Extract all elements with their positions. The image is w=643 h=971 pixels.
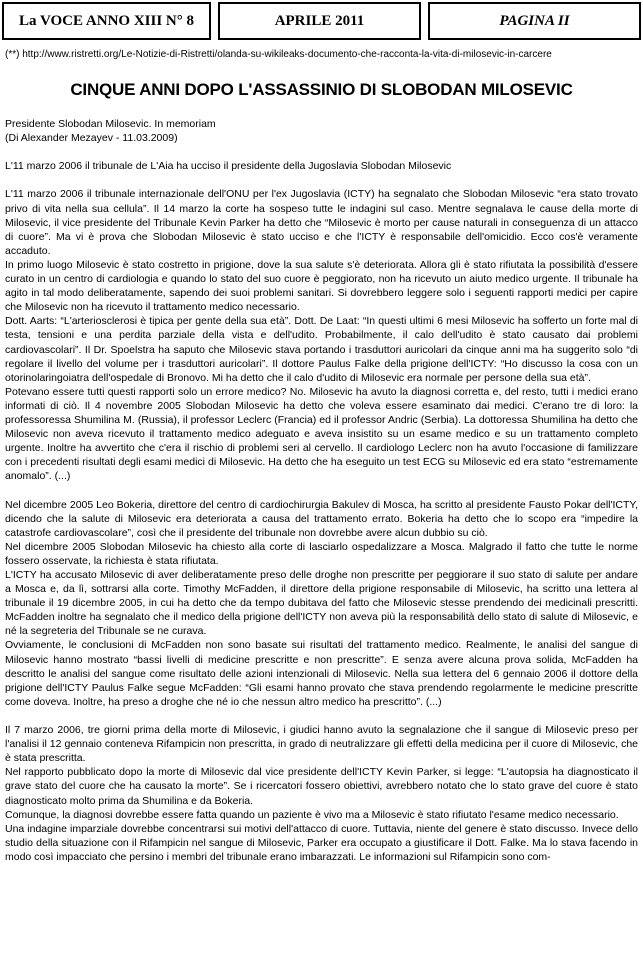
page-label: PAGINA II (499, 12, 570, 29)
article-title: CINQUE ANNI DOPO L'ASSASSINIO DI SLOBODAN MILOSEVIC (70, 80, 573, 99)
paragraph: L'11 marzo 2006 il tribunale de L'Aia ha ucciso il presidente della Jugoslavia Slobodan Milosevic (5, 160, 452, 173)
paragraph: Dott. Aarts: “L'arteriosclerosi è tipica per gente della sua età”. Dott. De Laat: “In questi ultimi 6 mesi Milosevic ha sofferto un forte mal di testa, tensioni e una perdita parziale della vista e dell'udito. Probabilmente, il calo dell'udito è stato causato dai problemi cardiovascolari”. Il Dr. Spoelstra ha saputo che Milosevic stava portando i trasduttori auricolari da cinque anni ma ha suggerito solo “di regolare il livello del volume per i trasduttori auricolari”. Il dottore Paulus Falke della prigione dell'ICTY: “Ho discusso la cosa con un otorinolaringoiatra dell'ospedale di Bronovo. Mi ha detto che il calo d'udito di Milosevic era normale per persone della sua età”. (5, 315, 638, 384)
date-label: APRILE 2011 (274, 12, 365, 29)
paragraph: Il 7 marzo 2006, tre giorni prima della morte di Milosevic, i giudici hanno avuto la segnalazione che il sangue di Milosevic preso per l'analisi il 12 gennaio conteneva Rifampicin non prescritta, in grado di neutralizzare gli effetti della medicina per il cuore di Milosevic, che è stata prescritta. (5, 724, 638, 765)
paragraph: Una indagine imparziale dovrebbe concentrarsi sui motivi dell'attacco di cuore. Tuttavia, niente del genere è stato discusso. Invece dello studio della situazione con il Rifampicin nel sangue di Milosevic, Parker era occupato a giustificare il Dott. Falke. Ma lo stava facendo in modo così impacciato che persino i membri del tribunale erano imbarazzati. Le informazioni sul Rifampicin sono com- (5, 822, 638, 863)
paragraph: Nel dicembre 2005 Slobodan Milosevic ha chiesto alla corte di lasciarlo ospedalizzare a Mosca. Malgrado il fatto che tutte le norme fossero osservate, la richiesta è stata rifiutata. (5, 540, 638, 567)
paragraph: Ovviamente, le conclusioni di McFadden non sono basate sui risultati del trattamento medico. Realmente, le analisi del sangue di Milosevic hanno mostrato “bassi livelli di medicine prescritte e non prescritte”. E senza avere alcuna prova solida, McFadden ha descritto le analisi del sangue come risultato delle azioni intenzionali di Milosevic. Nella sua lettera del 6 gennaio 2006 il dottore della prigione dell'ICTY Paulus Falke segue McFadden: “Gli esami hanno provato che stava prendendo regolarmente le medicine prescritte come doveva. Inoltre, ha preso a droghe che né io che nessun altro medico ha prescritto”. (...) (5, 639, 638, 708)
paragraph: L'ICTY ha accusato Milosevic di aver deliberatamente preso delle droghe non prescritte per peggiorare il suo stato di salute per andare a Mosca e, da lì, sottrarsi alla corte. Timothy McFadden, il direttore della prigione responsabile di Milosevic, ha scritto una lettera al tribunale il 19 dicembre 2005, in cui ha detto che da tempo dubitava del fatto che Milosevic stesse prendendo dei medicinali prescritti. McFadden inoltre ha segnalato che il medico della prigione dell'ICTY non aveva più la responsabilità dello stato di salute di Milosevic, e né la segreteria del Tribunale se ne curava. (5, 569, 638, 638)
paragraph: (Di Alexander Mezayev - 11.03.2009) (5, 132, 178, 145)
paragraph: L'11 marzo 2006 il tribunale internazionale dell'ONU per l'ex Jugoslavia (ICTY) ha segnalato che Slobodan Milosevic “era stato trovato privo di vita nella sua cellula”. Il 14 marzo la corte ha sospeso tutte le indagini sul caso. Mentre segnalava le cause della morte di Milosevic, il vice presidente del Tribunale Kevin Parker ha detto che “Milosevic è morto per cause naturali in conseguenza di un attacco di cuore”. Ma vi è prova che Slobodan Milosevic è stato ucciso e che l'ICTY è responsabile dell'omicidio. Ecco cos'è veramente accaduto. (5, 188, 638, 257)
paragraph: Presidente Slobodan Milosevic. In memoriam (5, 118, 216, 130)
page-header-box (428, 2, 641, 40)
source-url: (**) http://www.ristretti.org/Le-Notizie-di-Ristretti/olanda-su-wikileaks-documento-che-racconta-la-vita-di-milosevic-in-carcere (5, 49, 552, 60)
paragraph: Comunque, la diagnosi dovrebbe essere fatta quando un paziente è vivo ma a Milosevic è stato rifiutato l'esame medico necessario. (5, 808, 619, 821)
date-header-box (218, 2, 421, 40)
paragraph: In primo luogo Milosevic è stato costretto in prigione, dove la sua salute s'è deteriorata. Allora gli è stato rifiutata la possibilità d'essere curato in un centro di cardiologia e quando lo stato del suo cuore è peggiorato, non ha ricevuto un aiuto medico urgente. Il tribunale ha agito in tal modo deliberatamente, sapendo dei suoi problemi sanitari. Si dovrebbero leggere solo i seguenti rapporti medici per capire che Milosevic non ha ricevuto il trattamento medico necessario. (5, 258, 638, 314)
paragraph: Nel dicembre 2005 Leo Bokeria, direttore del centro di cardiochirurgia Bakulev di Mosca, ha scritto al presidente Fausto Pokar dell'ICTY, dicendo che la salute di Milosevic era deteriorata a causa del trattamento errato. Bokeria ha detto che lo scopo era “impedire la catastrofe cardiovascolare”, così che il presidente del tribunale non dovrebbe avere alcun dubbio su ciò. (5, 498, 638, 539)
paragraph: Potevano essere tutti questi rapporti solo un errore medico? No. Milosevic ha avuto la diagnosi corretta e, del resto, tutti i medici erano informati di ciò. Il 4 novembre 2005 Slobodan Milosevic ha detto che voleva essere esaminato dai medici. C'erano tre di loro: la professoressa Shumilina M. (Russia), il professor Leclerc (Francia) ed il professor Andric (Serbia). La dottoressa Shumilina ha detto che Milosevic non aveva ricevuto il trattamento medico adeguato e aveva insistito su un esame medico e su un trattamento completo urgente. Inoltre ha avvertito che c'era il rischio di problemi seri al cervello. Il cardiologo Leclerc non ha avuto l'occasione di familizzare con i precedenti risultati degli esami medici di Milosevic. Ha detto che ha eseguito un test ECG su Milosevic ed era stato “estremamente anomalo”. (...) (5, 385, 638, 483)
issue-label: La VOCE ANNO XIII N° 8 (18, 12, 195, 29)
issue-header-box (2, 2, 211, 40)
article-body (5, 117, 638, 969)
paragraph: Nel rapporto pubblicato dopo la morte di Milosevic dal vice presidente dell'ICTY Kevin Parker, si legge: “L'autopsia ha diagnosticato il grave stato del cuore che ha causato la morte”. Se i ricercatori fossero obiettivi, avrebbero notato che lo stato grave del cuore è stato diagnosticato molto prima da Shumilina e da Bokeria. (5, 766, 638, 807)
